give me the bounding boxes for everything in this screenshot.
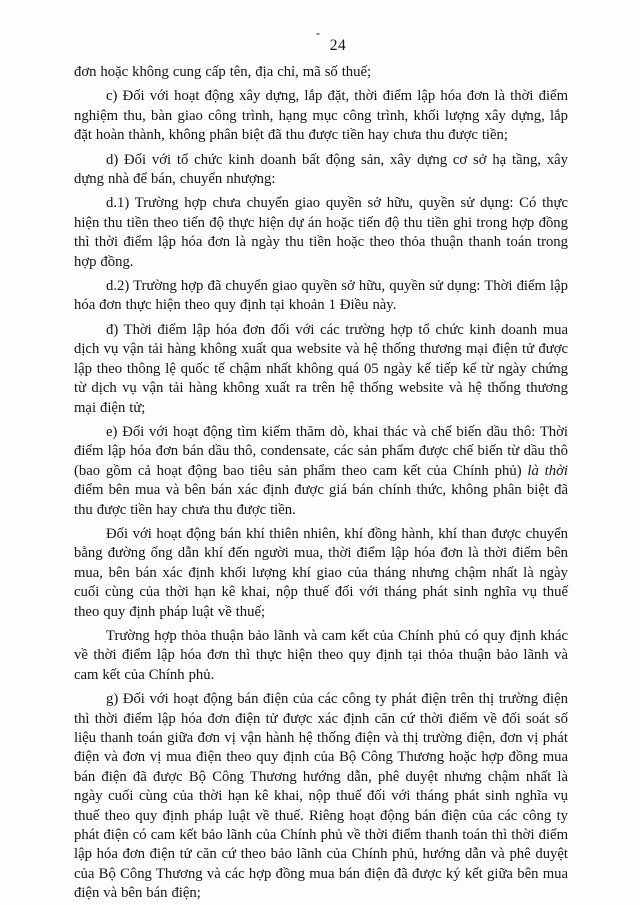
paragraph-point-e — [74, 423, 568, 520]
paragraph-point-e-text: e) Đối với hoạt động tìm kiếm thăm dò, khai thác và chế biến dầu thô: Thời điểm lập hóa đơn bán dầu thô, condensate, các sản phẩm được chế biến từ dầu thô (bao gồm cả hoạt động bao tiêu sản phẩm theo cam kết của Chính phủ) — [74, 423, 568, 479]
paragraph-point-dd: đ) Thời điểm lập hóa đơn đối với các trường hợp tổ chức kinh doanh mua dịch vụ vận tải hàng không xuất qua website và hệ thống thương mại điện tử được lập theo thông lệ quốc tế chậm nhất không quá 05 ngày kế tiếp kể từ ngày chứng từ dịch vụ vận tải hàng không xuất ra trên hệ thống website và hệ thống thương mại điện tử; — [74, 321, 568, 416]
scan-speck — [316, 33, 320, 35]
paragraph-point-d1: d.1) Trường hợp chưa chuyển giao quyền sở hữu, quyền sử dụng: Có thực hiện thu tiền theo tiến độ thực hiện dự án hoặc tiến độ thu tiền ghi trong hợp đồng thì thời điểm lập hóa đơn là ngày thu tiền hoặc theo thỏa thuận thanh toán trong hợp đồng. — [74, 195, 568, 270]
paragraph-point-d2: d.2) Trường hợp đã chuyển giao quyền sở hữu, quyền sử dụng: Thời điểm lập hóa đơn thực hiện theo quy định tại khoản 1 Điều này. — [74, 278, 568, 314]
paragraph-point-g: g) Đối với hoạt động bán điện của các công ty phát điện trên thị trường điện thì thời điểm lập hóa đơn điện tử được xác định căn cứ thời điểm về đối soát số liệu thanh toán giữa đơn vị vận hành hệ thống điện và thị trường điện, đơn vị phát điện và đơn vị mua điện theo quy định của Bộ Công Thương hoặc hợp đồng mua bán điện đã được Bộ Công Thương hướng dẫn, phê duyệt nhưng chậm nhất là ngày cuối cùng của thời hạn kê khai, nộp thuế đối với tháng phát sinh nghĩa vụ thuế theo quy định pháp luật về thuế. Riêng hoạt động bán điện của các công ty phát điện có cam kết bảo lãnh của Chính phủ về thời điểm thanh toán thì thời điểm lập hóa đơn điện tử căn cứ theo bảo lãnh của Chính phủ, hướng dẫn và phê duyệt của Bộ Công Thương và các hợp đồng mua bán điện đã được ký kết giữa bên mua điện và bên bán điện; — [74, 691, 568, 902]
paragraph-point-c: c) Đối với hoạt động xây dựng, lắp đặt, thời điểm lập hóa đơn là thời điểm nghiệm thu, bàn giao công trình, hạng mục công trình, khối lượng xây dựng, lắp đặt hoàn thành, không phân biệt đã thu được tiền hay chưa thu được tiền; — [74, 88, 568, 144]
paragraph-gas-sales: Đối với hoạt động bán khí thiên nhiên, khí đồng hành, khí than được chuyển bằng đường ống dẫn khí đến người mua, thời điểm lập hóa đơn là thời điểm bên mua, bên bán xác định khối lượng khí giao của tháng nhưng chậm nhất là ngày cuối cùng của thời hạn kê khai, nộp thuế đối với tháng phát sinh nghĩa vụ thuế theo quy định pháp luật về thuế; — [74, 525, 568, 620]
page-body — [74, 63, 568, 905]
paragraph-point-d: d) Đối với tổ chức kinh doanh bất động sản, xây dựng cơ sở hạ tầng, xây dựng nhà để bán, chuyển nhượng: — [74, 151, 568, 188]
paragraph-guarantee-agreement: Trường hợp thỏa thuận bảo lãnh và cam kết của Chính phủ có quy định khác về thời điểm lập hóa đơn thì thực hiện theo quy định tại thỏa thuận bảo lãnh và cam kết của Chính phủ. — [74, 627, 568, 683]
paragraph-continuation: đơn hoặc không cung cấp tên, địa chỉ, mã số thuế; — [74, 64, 372, 80]
paragraph-point-e-text-cont: điểm bên mua và bên bán xác định được giá bán chính thức, không phân biệt đã thu được tiền hay chưa thu được tiền. — [74, 482, 568, 518]
paragraph-point-e-italic-text: là thời — [527, 462, 568, 479]
page-number: 24 — [329, 37, 347, 54]
